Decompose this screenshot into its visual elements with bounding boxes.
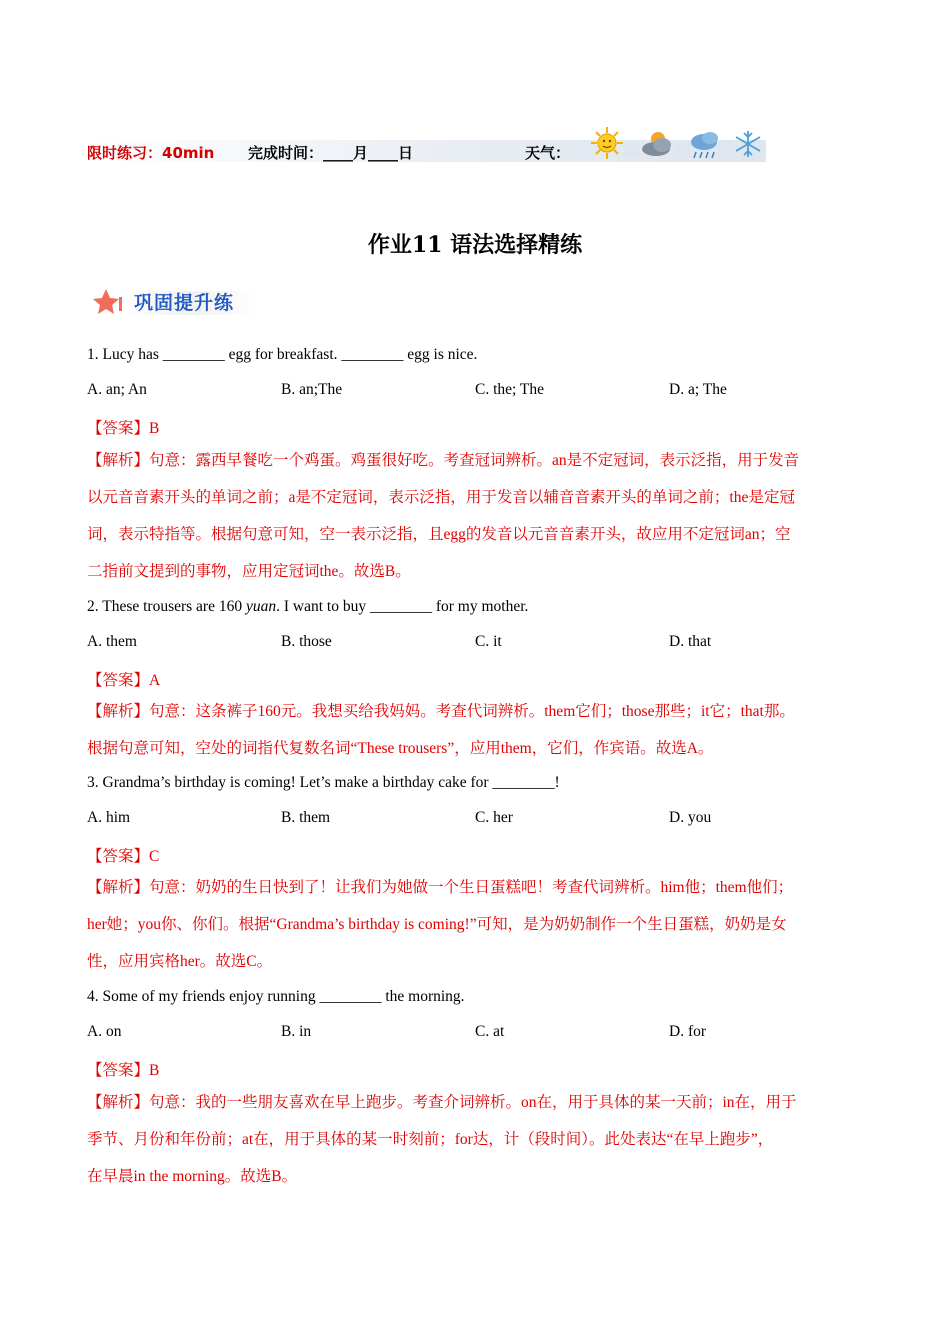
explanation: [87, 869, 877, 980]
option-b: B. in: [281, 1023, 312, 1040]
question-stem-part: 2. These trousers are 160: [87, 598, 246, 615]
star-icon: [93, 289, 122, 314]
answer: 【答案】B: [87, 420, 160, 437]
option-a: A. an; An: [87, 381, 147, 398]
option-d: D. that: [669, 633, 712, 650]
explanation-line: 在早晨in the morning。故选B。: [87, 1168, 298, 1185]
answer: 【答案】A: [87, 672, 161, 689]
option-a: A. them: [87, 633, 137, 650]
explanation: [87, 693, 877, 767]
explanation-line: 【解析】句意：露西早餐吃一个鸡蛋。鸡蛋很好吃。考查冠词辨析。an是不定冠词，表示泛指，用于发音: [87, 452, 800, 469]
explanation-line: 根据句意可知，空处的词指代复数名词“These trousers”，应用them，它们，作宾语。故选A。: [87, 740, 714, 757]
weather-label: 天气：: [525, 144, 571, 162]
explanation-line: 词，表示特指等。根据句意可知，空一表示泛指，且egg的发音以元音音素开头，故应用不定冠词an；空: [87, 526, 791, 543]
section-title: 巩固提升练: [134, 292, 235, 314]
question-stem-italic: yuan: [245, 598, 277, 615]
option-c: C. the; The: [475, 381, 545, 398]
weather-icons: [590, 125, 770, 165]
option-c: C. at: [475, 1023, 505, 1040]
explanation-line: 性，应用宾格her。故选C。: [87, 953, 273, 970]
explanation-line: 二指前文提到的事物，应用定冠词the。故选B。: [87, 563, 411, 580]
answer: 【答案】C: [87, 848, 160, 865]
explanation: [87, 442, 877, 590]
option-b: B. them: [281, 809, 331, 826]
explanation-line: 【解析】句意：我的一些朋友喜欢在早上跑步。考查介词辨析。on在，用于具体的某一天前；in在，用于: [87, 1094, 797, 1111]
explanation-line: 以元音音素开头的单词之前；a是不定冠词，表示泛指，用于发音以辅音音素开头的单词之前；the是定冠: [87, 489, 795, 506]
option-b: B. an;The: [281, 381, 343, 398]
cloudy-icon[interactable]: [642, 132, 671, 156]
question-stem: [87, 598, 528, 616]
question-stem: 3. Grandma’s birthday is coming! Let’s make a birthday cake for ________!: [87, 774, 560, 791]
option-a: A. on: [87, 1023, 122, 1040]
question-stem: 1. Lucy has ________ egg for breakfast. ________ egg is nice.: [87, 346, 478, 363]
answer: 【答案】B: [87, 1062, 160, 1079]
explanation-line: 季节、月份和年份前；at在，用于具体的某一时刻前；for达，计（段时间）。此处表达“在早上跑步”，: [87, 1131, 774, 1148]
explanation: [87, 1084, 877, 1195]
question-stem: 4. Some of my friends enjoy running ________ the morning.: [87, 988, 465, 1005]
explanation-line: her她；you你、你们。根据“Grandma’s birthday is coming!”可知，是为奶奶制作一个生日蛋糕，奶奶是女: [87, 916, 787, 933]
time-limit: 限时练习：40min: [87, 144, 215, 162]
completion-time: 完成时间：____月____日: [248, 144, 414, 162]
question-stem-part: . I want to buy ________ for my mother.: [276, 598, 529, 615]
option-c: C. her: [475, 809, 513, 826]
explanation-line: 【解析】句意：奶奶的生日快到了！让我们为她做一个生日蛋糕吧！考查代词辨析。him他；them他们；: [87, 879, 794, 896]
option-a: A. him: [87, 809, 131, 826]
option-d: D. for: [669, 1023, 707, 1040]
option-d: D. you: [669, 809, 712, 826]
snowflake-icon[interactable]: [736, 131, 760, 157]
sun-icon[interactable]: [591, 127, 623, 159]
option-d: D. a; The: [669, 381, 727, 398]
explanation-line: 【解析】句意：这条裤子160元。我想买给我妈妈。考查代词辨析。them它们；those那些；it它；that那。: [87, 703, 795, 720]
rain-icon[interactable]: [691, 132, 718, 158]
option-c: C. it: [475, 633, 502, 650]
page-title: 作业11 语法选择精练: [367, 232, 583, 258]
option-b: B. those: [281, 633, 332, 650]
